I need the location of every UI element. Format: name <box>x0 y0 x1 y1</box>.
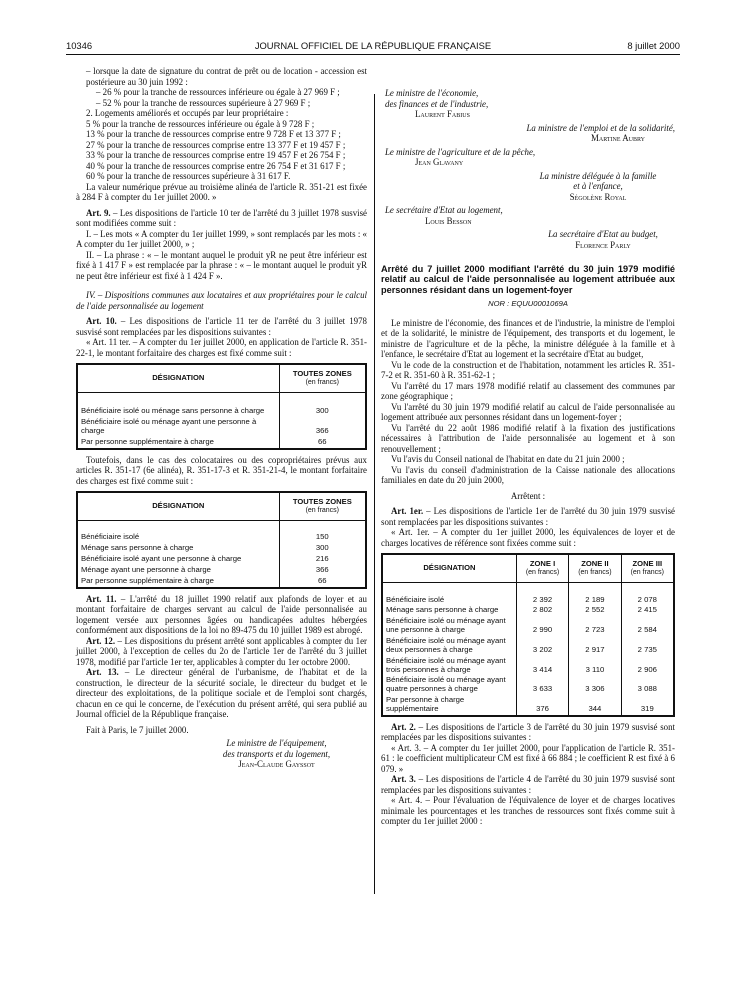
zone-3-value: 319 <box>621 695 673 715</box>
signatory-name: Jean-Claude Gayssot <box>238 759 315 770</box>
table-row <box>383 616 674 636</box>
signatory-title: Le ministre de l'équipement, <box>226 738 327 749</box>
table-header <box>279 493 365 521</box>
row-label: Bénéficiaire isolé <box>78 532 280 543</box>
signature-block <box>381 147 675 168</box>
signature-block <box>381 123 675 144</box>
text-line: II. – La phrase : « – le montant auquel le produit yR ne peut être inférieur est fixé à 1 417 F » est remplacée par la phrase : « – le montant auquel le produit yR ne peut être inférieur est fixé à 1 424 F ». <box>76 249 367 281</box>
header-main: TOUTES ZONES <box>292 497 352 507</box>
table-row <box>78 417 366 437</box>
article-10 <box>76 316 367 337</box>
article-9 <box>76 208 367 229</box>
table-row <box>78 565 366 576</box>
text-line: La valeur numérique prévue au troisième alinéa de l'article R. 351-21 est fixée à 284 F à compter du 1er juillet 2000. » <box>76 181 367 202</box>
text-line: « Art. 4. – Pour l'évaluation de l'équivalence de loyer et de charges locatives minimale les pourcentages et les tranches de ressources sont fixés comme suit à compter du 1er juillet 2000 : <box>381 795 675 827</box>
article-text: – Les dispositions de l'article 11 ter de l'arrêté du 3 juillet 1978 susvisé sont remplacées par les dispositions suivantes : <box>76 316 367 337</box>
article-label: Art. 11. <box>86 593 117 604</box>
text-line: « Art. 3. – A compter du 1er juillet 2000, pour l'application de l'article R. 351-61 : le coefficient multiplicateur CM est fixé à 66 884 ; le coefficient R est fixé à 6 079. » <box>381 742 675 774</box>
text-line: « Art. 11 ter. – A compter du 1er juillet 2000, en application de l'article R. 351-22-1, le montant forfaitaire des charges est fixé comme suit : <box>76 337 367 358</box>
signatory-title: La secrétaire d'Etat au budget, <box>548 229 658 239</box>
zone-2-value: 2 189 <box>569 595 621 606</box>
header-main: TOUTES ZONES <box>292 369 352 378</box>
row-value: 66 <box>279 437 365 448</box>
text-line: Le ministre de l'économie, des finances et de l'industrie, la ministre de l'emploi et de la solidarité, le ministre de l'équipement, des transports et du logement, le ministre de l'agriculture et de la pêche, la ministre déléguée à la famille et à l'enfance, le secrétaire d'Etat au logement et la secrétaire d'Etat au budget, <box>381 317 675 360</box>
row-value: 66 <box>279 576 365 587</box>
text-line: 5 % pour la tranche de ressources inférieure ou égale à 9 728 F ; <box>86 118 315 129</box>
signatory-title: des transports et du logement, <box>222 748 331 759</box>
table-header <box>279 365 365 393</box>
header-main: ZONE I <box>529 559 556 569</box>
row-label: Bénéficiaire isolé ou ménage ayant deux personnes à charge <box>383 636 517 656</box>
signatory-title: Le secrétaire d'Etat au logement, <box>385 205 503 215</box>
row-label: Par personne à charge supplémentaire <box>383 695 517 715</box>
zone-2-value: 2 552 <box>569 605 621 616</box>
nor-reference <box>381 300 675 309</box>
charges-table-1 <box>76 363 367 450</box>
text-line: 27 % pour la tranche de ressources comprise entre 13 377 F et 19 457 F ; <box>86 139 346 150</box>
zone-3-value: 2 906 <box>621 656 673 676</box>
table-row <box>78 576 366 587</box>
zone-2-value: 3 110 <box>569 656 621 676</box>
decree-title: Arrêté du 7 juillet 2000 modifiant l'arrêté du 30 juin 1979 modifié relatif au calcul de l'aide personnalisée au logement attribuée aux personnes résidant dans un logement-foyer <box>381 264 675 295</box>
row-label: Bénéficiaire isolé ou ménage ayant trois personnes à charge <box>383 656 517 676</box>
zone-3-value: 2 584 <box>621 616 673 636</box>
table-row <box>383 595 674 606</box>
text-line: 13 % pour la tranche de ressources comprise entre 9 728 F et 13 377 F ; <box>86 129 341 139</box>
right-column <box>381 88 675 827</box>
article-text: – Les dispositions de l'article 10 ter de l'arrêté du 3 juillet 1978 susvisé sont modifiées comme suit : <box>76 207 367 228</box>
signatory-title: La ministre de l'emploi et de la solidarité, <box>526 122 675 133</box>
zone-1-value: 2 392 <box>516 595 568 606</box>
article-3 <box>381 774 675 795</box>
row-value: 216 <box>279 554 365 565</box>
text-line: – 26 % pour la tranche de ressources inférieure ou égale à 27 969 F ; <box>96 87 340 97</box>
table-header: DÉSIGNATION <box>383 555 517 583</box>
row-value: 366 <box>279 417 365 437</box>
zone-1-value: 2 802 <box>516 605 568 616</box>
table-header: DÉSIGNATION <box>78 493 280 521</box>
signatory-name: Florence Parly <box>575 239 631 250</box>
table-row <box>78 437 366 448</box>
text-line: 60 % pour la tranche de ressources supérieure à 31 617 F. <box>86 171 291 181</box>
row-label: Bénéficiaire isolé <box>383 595 517 606</box>
header-unit: (en francs) <box>525 569 560 577</box>
zone-1-value: 3 414 <box>516 656 568 676</box>
row-label: Par personne supplémentaire à charge <box>78 437 280 448</box>
signatory-title: Le ministre de l'économie, <box>385 88 479 98</box>
zone-3-value: 3 088 <box>621 675 673 695</box>
text-line: – 52 % pour la tranche de ressources supérieure à 27 969 F ; <box>96 97 311 108</box>
signatory-name: Martine Aubry <box>590 133 645 143</box>
article-label: Art. 3. <box>391 774 416 785</box>
text-line: 40 % pour la tranche de ressources comprise entre 26 754 F et 31 617 F ; <box>86 160 346 171</box>
article-text: – Les dispositions de l'article 1er de l'arrêté du 30 juin 1979 susvisé sont remplacées par les dispositions suivantes : <box>381 506 675 527</box>
article-text: – Les dispositions de l'article 3 de l'arrêté du 30 juin 1979 susvisé sont remplacées par les dispositions suivantes : <box>381 721 676 743</box>
signatory-title: des finances et de l'industrie, <box>385 98 489 109</box>
zone-2-value: 3 306 <box>569 675 621 695</box>
header-unit: (en francs) <box>630 569 665 577</box>
row-value: 300 <box>279 406 365 417</box>
article-13 <box>76 667 367 720</box>
zone-3-value: 2 735 <box>621 636 673 656</box>
table-row <box>78 554 366 565</box>
article-label: Art. 2. <box>391 721 416 732</box>
signatory-title: et à l'enfance, <box>573 181 623 191</box>
signatory-name: Jean Glavany <box>415 157 464 167</box>
row-label: Ménage sans personne à charge <box>383 605 517 616</box>
header-unit: (en francs) <box>305 378 340 386</box>
row-value: 300 <box>279 543 365 554</box>
text-line: Vu l'arrêté du 17 mars 1978 modifié relatif au classement des communes par zone géographique ; <box>381 380 675 402</box>
row-label: Ménage sans personne à charge <box>78 543 280 554</box>
zone-1-value: 2 990 <box>516 616 568 636</box>
table-header <box>621 555 673 583</box>
article-text: – Le directeur général de l'urbanisme, de l'habitat et de la construction, le directeur de la sécurité sociale, le directeur du budget et le directeur des exploitations, de la politique sociale et de l'emploi sont chargés, chacun en ce qui le concerne, de l'exécution du présent arrêté, qui sera publié au Journal officiel de la République française. <box>76 667 367 720</box>
signature-block <box>381 205 675 226</box>
text-line: 33 % pour la tranche de ressources comprise entre 19 457 F et 26 754 F ; <box>86 150 346 160</box>
signing-place-date: Fait à Paris, le 7 juillet 2000. <box>86 724 189 735</box>
zone-2-value: 2 917 <box>569 636 621 656</box>
table-row <box>383 605 674 616</box>
row-value: 366 <box>279 565 365 576</box>
zone-3-value: 2 078 <box>621 595 673 606</box>
section-heading: IV. – Dispositions communes aux locataires et aux propriétaires pour le calcul de l'aide personnalisée au logement <box>76 290 367 311</box>
left-column <box>76 66 367 770</box>
page-header <box>66 40 680 55</box>
article-2 <box>381 722 675 743</box>
text-line: I. – Les mots « A compter du 1er juillet 1999, » sont remplacés par les mots : « A compter du 1er juillet 2000, » ; <box>76 228 367 249</box>
article-label: Art. 1er. <box>391 506 424 517</box>
text-line: Vu l'avis du conseil d'administration de la Caisse nationale des allocations familiales en date du 20 juin 2000, <box>381 464 675 486</box>
article-12 <box>76 636 367 668</box>
zone-3-value: 2 415 <box>621 605 673 616</box>
text-line: 2. Logements améliorés et occupés par leur propriétaire : <box>86 108 289 118</box>
signatory-title: La ministre déléguée à la famille <box>539 170 657 181</box>
zone-1-value: 376 <box>516 695 568 715</box>
table-row <box>78 532 366 543</box>
row-label: Bénéficiaire isolé ayant une personne à charge <box>78 554 280 565</box>
text-line: Vu le code de la construction et de l'habitation, notamment les articles R. 351-7-2 et R. 351-60 à R. 351-62-1 ; <box>381 359 675 381</box>
table-header: DÉSIGNATION <box>78 365 280 393</box>
row-label: Bénéficiaire isolé ou ménage sans personne à charge <box>78 406 280 417</box>
row-label: Bénéficiaire isolé ou ménage ayant une personne à charge <box>383 616 517 636</box>
row-label: Bénéficiaire isolé ou ménage ayant quatre personnes à charge <box>383 675 517 695</box>
signature-block <box>381 88 675 120</box>
signatory-name: Ségolène Royal <box>569 191 627 202</box>
text-line: Vu l'arrêté du 30 juin 1979 modifié relatif au calcul de l'aide personnalisée au logement attribuée aux personnes résidant dans un logement-foyer ; <box>381 401 675 423</box>
nor-text: NOR : EQUU0001069A <box>488 298 568 308</box>
text-line: – lorsque la date de signature du contrat de prêt ou de location - accession est postérieure au 30 juin 1992 : <box>86 66 367 87</box>
article-text: – Les dispositions du présent arrêté sont applicables à compter du 1er juillet 2000, à l'exception de celles du 2o de l'article 1er de l'arrêté du 3 juillet 1978, modifié par l'article 1er ter, applicables à compter du 1er octobre 2000. <box>76 635 367 667</box>
text-line: Toutefois, dans le cas des colocataires ou des copropriétaires prévus aux articles R. 351-17 (6e alinéa), R. 351-17-3 et R. 351-21-4, le montant forfaitaire des charges est fixé comme suit : <box>76 454 367 486</box>
signatory-name: Laurent Fabius <box>415 109 470 119</box>
article-text: – L'arrêté du 18 juillet 1990 relatif aux plafonds de loyer et au montant forfaitaire de charges servant au calcul de l'aide personnalisée au logement versée aux personnes âgées ou handicapées adultes hébergées conformément aux dispositions de la loi no 89-475 du 10 juillet 1989 est abrogé. <box>76 593 367 636</box>
signature-block <box>381 171 675 203</box>
row-value: 150 <box>279 532 365 543</box>
header-unit: (en francs) <box>305 506 340 514</box>
arretent-heading: Arrêtent : <box>510 490 546 501</box>
signatory-title: Le ministre de l'agriculture et de la pêche, <box>385 146 536 157</box>
signatory-name: Louis Besson <box>425 215 472 226</box>
header-unit: (en francs) <box>578 569 612 577</box>
table-row <box>383 636 674 656</box>
row-label: Par personne supplémentaire à charge <box>78 576 280 587</box>
signature-block <box>76 738 367 770</box>
article-label: Art. 13. <box>86 667 119 678</box>
journal-title: JOURNAL OFFICIEL DE LA RÉPUBLIQUE FRANÇAISE <box>254 40 492 51</box>
text-line: Vu l'arrêté du 22 août 1986 modifié relatif à la fixation des justifications nécessaires à l'attribution de l'aide personnalisée au logement et à son renouvellement ; <box>381 422 675 454</box>
table-row <box>383 656 674 676</box>
table-row <box>78 406 366 417</box>
signature-block <box>381 229 675 250</box>
table-row <box>78 543 366 554</box>
zones-table <box>381 553 675 716</box>
column-divider <box>374 94 375 894</box>
header-main: ZONE III <box>632 559 663 569</box>
article-label: Art. 10. <box>86 316 117 326</box>
page-number: 10346 <box>66 40 93 51</box>
row-label: Ménage ayant une personne à charge <box>78 565 280 576</box>
zone-2-value: 344 <box>569 695 621 715</box>
table-header <box>569 555 621 583</box>
article-text: – Les dispositions de l'article 4 de l'arrêté du 30 juin 1979 susvisé sont remplacées par les dispositions suivantes : <box>381 774 676 795</box>
article-1 <box>381 506 675 527</box>
row-label: Bénéficiaire isolé ou ménage ayant une personne à charge <box>78 417 280 437</box>
article-11 <box>76 594 367 636</box>
zone-1-value: 3 633 <box>516 675 568 695</box>
text-line: Vu l'avis du Conseil national de l'habitat en date du 21 juin 2000 ; <box>391 454 625 465</box>
issue-date: 8 juillet 2000 <box>627 40 680 51</box>
zone-2-value: 2 723 <box>569 616 621 636</box>
header-main: ZONE II <box>581 559 609 569</box>
article-label: Art. 9. <box>86 207 111 218</box>
table-row <box>383 675 674 695</box>
table-header <box>516 555 568 583</box>
text-line: « Art. 1er. – A compter du 1er juillet 2000, les équivalences de loyer et de charges locatives de référence sont fixées comme suit : <box>381 527 675 548</box>
article-label: Art. 12. <box>86 635 116 646</box>
zone-1-value: 3 202 <box>516 636 568 656</box>
table-row <box>383 695 674 715</box>
charges-table-2 <box>76 491 367 588</box>
